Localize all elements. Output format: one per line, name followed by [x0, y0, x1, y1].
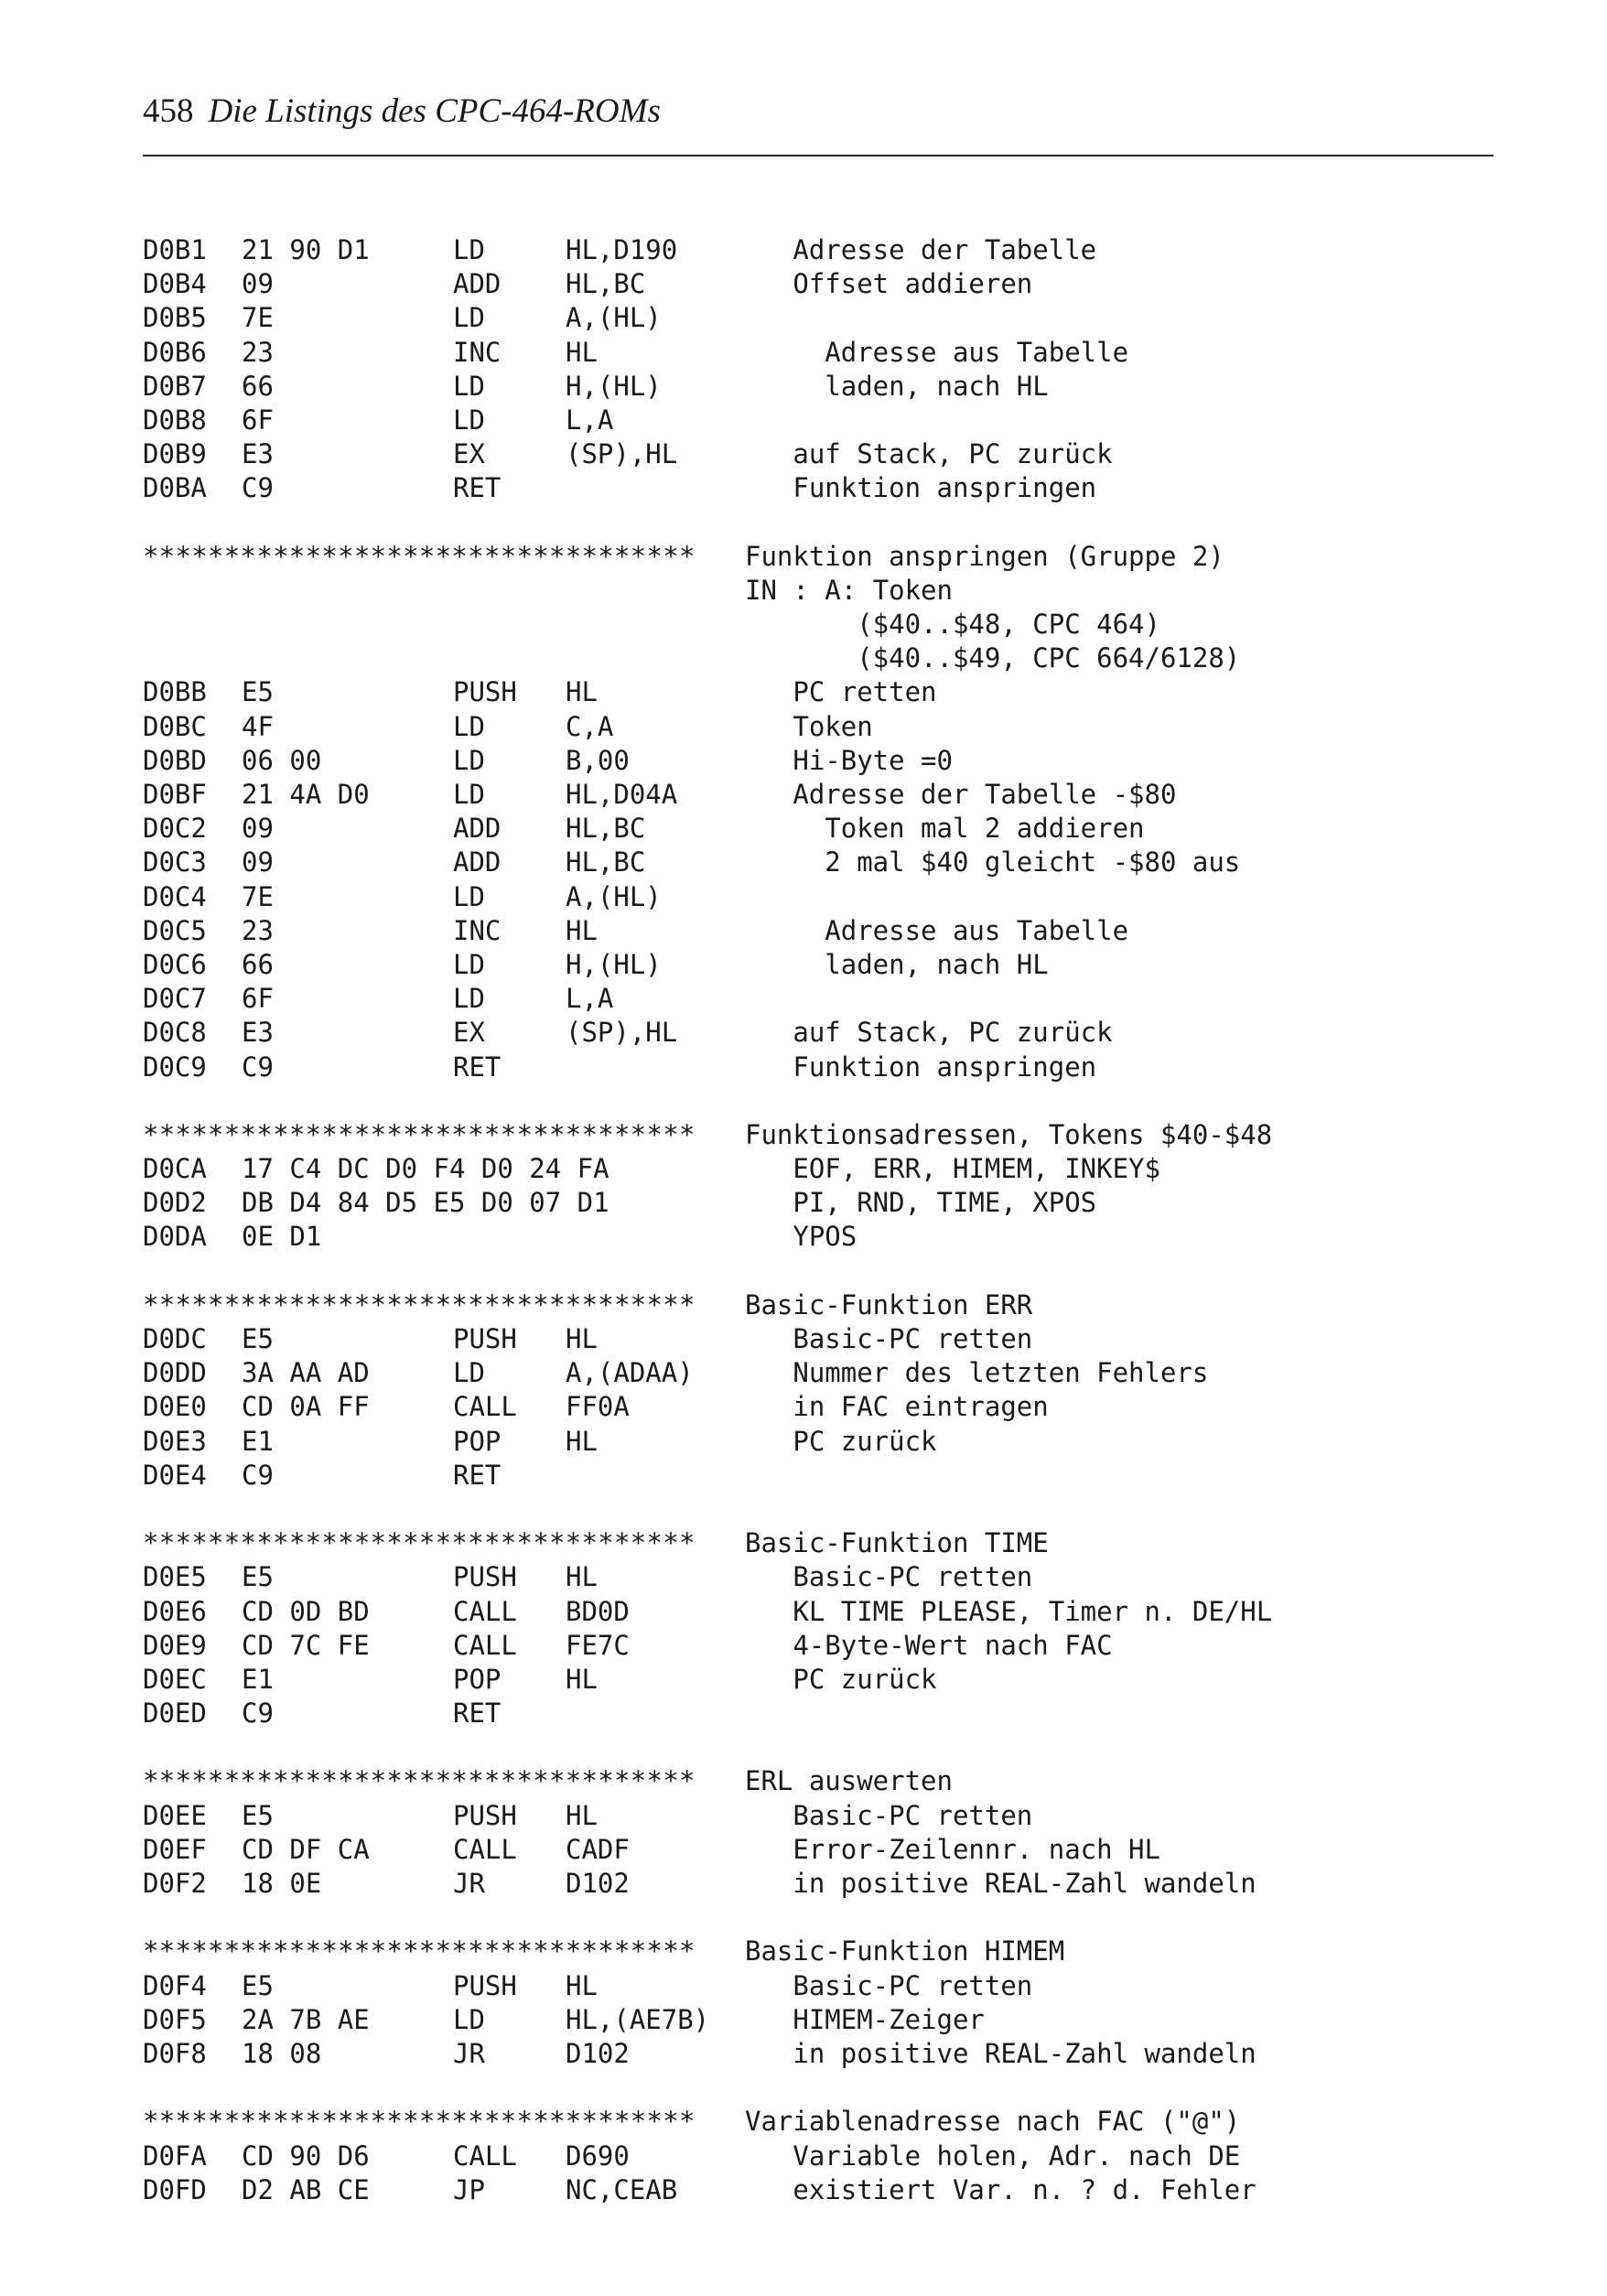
operand: HL,BC: [566, 268, 646, 300]
comment: Variablenadresse nach FAC ("@"): [745, 2106, 1241, 2138]
mnemonic: PUSH: [453, 1561, 517, 1593]
mnemonic: LD: [453, 302, 485, 334]
listing-row: [143, 778, 1494, 812]
operand: HL,BC: [566, 846, 646, 879]
opcode-bytes: C9: [242, 472, 274, 504]
mnemonic: PUSH: [453, 676, 517, 708]
comment: Adresse aus Tabelle: [745, 914, 1129, 946]
comment: Basic-PC retten: [745, 1323, 1033, 1354]
section-header-row: [143, 1764, 1494, 1798]
address: D0FA: [143, 2140, 207, 2172]
address: D0C8: [143, 1017, 207, 1049]
mnemonic: PUSH: [453, 1969, 517, 2001]
separator-stars: **********************************: [143, 1288, 696, 1320]
listing-row: [143, 1322, 1494, 1356]
blank-line: [143, 1901, 1494, 1935]
operand: FE7C: [566, 1629, 630, 1661]
listing-row: [143, 1220, 1494, 1254]
opcode-bytes: CD 0A FF: [242, 1391, 370, 1423]
listing-row: [143, 1697, 1494, 1730]
address: D0F4: [143, 1969, 207, 2001]
listing-row: [143, 1969, 1494, 2003]
listing-row: [143, 948, 1494, 982]
comment: Error-Zeilennr. nach HL: [745, 1833, 1160, 1865]
listing-row: [143, 370, 1494, 404]
mnemonic: LD: [453, 744, 485, 776]
comment: Nummer des letzten Fehlers: [745, 1357, 1209, 1389]
comment: auf Stack, PC zurück: [745, 1017, 1113, 1049]
comment: PC retten: [745, 676, 937, 708]
address: D0E3: [143, 1425, 207, 1457]
opcode-bytes: DB D4 84 D5 E5 D0 07 D1: [242, 1187, 609, 1219]
listing-row: [143, 1051, 1494, 1084]
operand: C,A: [566, 710, 614, 742]
mnemonic: RET: [453, 472, 502, 504]
listing-row: [143, 1663, 1494, 1697]
listing-row: [143, 1152, 1494, 1186]
mnemonic: ADD: [453, 268, 502, 300]
address: D0B5: [143, 302, 207, 334]
operand: A,(HL): [566, 302, 662, 334]
listing-row: [143, 2173, 1494, 2207]
listing-row: [143, 1186, 1494, 1220]
comment: EOF, ERR, HIMEM, INKEY$: [745, 1153, 1160, 1185]
comment: 4-Byte-Wert nach FAC: [745, 1629, 1113, 1661]
opcode-bytes: 09: [242, 813, 274, 845]
comment: laden, nach HL: [745, 370, 1049, 402]
comment: Adresse der Tabelle -$80: [745, 779, 1177, 810]
header-rule: [143, 155, 1494, 156]
listing-row: [143, 982, 1494, 1016]
address: D0DC: [143, 1323, 207, 1354]
address: D0DA: [143, 1221, 207, 1253]
page-title: Die Listings des CPC-464-ROMs: [208, 92, 661, 130]
mnemonic: RET: [453, 1051, 502, 1083]
listing-row: [143, 1560, 1494, 1594]
comment: Hi-Byte =0: [745, 744, 953, 776]
operand: NC,CEAB: [566, 2173, 678, 2205]
operand: B,00: [566, 744, 630, 776]
address: D0B7: [143, 370, 207, 402]
listing-row: [143, 675, 1494, 709]
opcode-bytes: E5: [242, 676, 274, 708]
operand: (SP),HL: [566, 1017, 678, 1049]
mnemonic: JP: [453, 2173, 485, 2205]
mnemonic: JR: [453, 1868, 485, 1899]
address: D0E9: [143, 1629, 207, 1661]
opcode-bytes: 3A AA AD: [242, 1357, 370, 1389]
mnemonic: LD: [453, 370, 485, 402]
opcode-bytes: 0E D1: [242, 1221, 322, 1253]
address: D0EC: [143, 1663, 207, 1695]
listing-row: [143, 710, 1494, 744]
opcode-bytes: E5: [242, 1799, 274, 1831]
separator-stars: **********************************: [143, 2106, 696, 2138]
section-header-row: [143, 2105, 1494, 2139]
address: D0FD: [143, 2173, 207, 2205]
mnemonic: LD: [453, 779, 485, 810]
operand: HL: [566, 914, 598, 946]
mnemonic: LD: [453, 948, 485, 980]
comment: HIMEM-Zeiger: [745, 2003, 985, 2035]
opcode-bytes: E1: [242, 1663, 274, 1695]
listing-row: [143, 1595, 1494, 1629]
address: D0EF: [143, 1833, 207, 1865]
listing-row: [143, 336, 1494, 370]
comment: ($40..$49, CPC 664/6128): [745, 642, 1241, 674]
comment: Basic-Funktion ERR: [745, 1288, 1033, 1320]
opcode-bytes: CD DF CA: [242, 1833, 370, 1865]
listing-row: [143, 2037, 1494, 2071]
comment: IN : A: Token: [745, 574, 953, 606]
opcode-bytes: 6F: [242, 983, 274, 1015]
address: D0F5: [143, 2003, 207, 2035]
mnemonic: LD: [453, 2003, 485, 2035]
address: D0ED: [143, 1698, 207, 1730]
blank-line: [143, 1255, 1494, 1288]
comment: Funktionsadressen, Tokens $40-$48: [745, 1118, 1273, 1150]
blank-line: [143, 506, 1494, 540]
mnemonic: EX: [453, 438, 485, 470]
address: D0F8: [143, 2037, 207, 2069]
opcode-bytes: C9: [242, 1698, 274, 1730]
operand: HL: [566, 1561, 598, 1593]
opcode-bytes: 09: [242, 268, 274, 300]
opcode-bytes: 7E: [242, 880, 274, 912]
operand: BD0D: [566, 1595, 630, 1627]
comment: ($40..$48, CPC 464): [745, 609, 1160, 641]
opcode-bytes: 21 90 D1: [242, 234, 370, 265]
listing-row: [143, 641, 1494, 675]
listing-row: [143, 846, 1494, 879]
mnemonic: LD: [453, 234, 485, 265]
address: D0C7: [143, 983, 207, 1015]
operand: HL,BC: [566, 813, 646, 845]
opcode-bytes: C9: [242, 1459, 274, 1491]
comment: Basic-Funktion HIMEM: [745, 1935, 1065, 1967]
address: D0C2: [143, 813, 207, 845]
comment: PC zurück: [745, 1425, 937, 1457]
opcode-bytes: D2 AB CE: [242, 2173, 370, 2205]
listing-row: [143, 1799, 1494, 1833]
comment: Basic-PC retten: [745, 1799, 1033, 1831]
mnemonic: RET: [453, 1698, 502, 1730]
operand: HL: [566, 1969, 598, 2001]
listing-row: [143, 1390, 1494, 1424]
address: D0EE: [143, 1799, 207, 1831]
comment: Offset addieren: [745, 268, 1033, 300]
mnemonic: JR: [453, 2037, 485, 2069]
operand: HL: [566, 1425, 598, 1457]
comment: Basic-PC retten: [745, 1561, 1033, 1593]
opcode-bytes: 66: [242, 948, 274, 980]
operand: H,(HL): [566, 370, 662, 402]
mnemonic: LD: [453, 983, 485, 1015]
mnemonic: PUSH: [453, 1323, 517, 1354]
mnemonic: PUSH: [453, 1799, 517, 1831]
comment: in positive REAL-Zahl wandeln: [745, 1868, 1256, 1899]
listing-row: [143, 744, 1494, 778]
mnemonic: RET: [453, 1459, 502, 1491]
opcode-bytes: 09: [242, 846, 274, 879]
opcode-bytes: 6F: [242, 404, 274, 436]
operand: A,(ADAA): [566, 1357, 694, 1389]
separator-stars: **********************************: [143, 1765, 696, 1797]
operand: HL: [566, 336, 598, 368]
listing-row: [143, 1629, 1494, 1663]
mnemonic: ADD: [453, 813, 502, 845]
comment: Funktion anspringen: [745, 1051, 1097, 1083]
comment: Token mal 2 addieren: [745, 813, 1145, 845]
mnemonic: CALL: [453, 1833, 517, 1865]
address: D0C3: [143, 846, 207, 879]
operand: (SP),HL: [566, 438, 678, 470]
operand: FF0A: [566, 1391, 630, 1423]
comment: laden, nach HL: [745, 948, 1049, 980]
opcode-bytes: E1: [242, 1425, 274, 1457]
opcode-bytes: 23: [242, 336, 274, 368]
section-header-row: [143, 1118, 1494, 1152]
mnemonic: LD: [453, 880, 485, 912]
address: D0B4: [143, 268, 207, 300]
opcode-bytes: 18 08: [242, 2037, 322, 2069]
opcode-bytes: E5: [242, 1969, 274, 2001]
mnemonic: POP: [453, 1425, 502, 1457]
assembly-listing: [143, 233, 1494, 2207]
listing-row: [143, 608, 1494, 641]
separator-stars: **********************************: [143, 540, 696, 572]
address: D0C9: [143, 1051, 207, 1083]
mnemonic: EX: [453, 1017, 485, 1049]
listing-row: [143, 914, 1494, 948]
comment: auf Stack, PC zurück: [745, 438, 1113, 470]
mnemonic: ADD: [453, 846, 502, 879]
mnemonic: CALL: [453, 1595, 517, 1627]
opcode-bytes: 66: [242, 370, 274, 402]
address: D0CA: [143, 1153, 207, 1185]
operand: HL: [566, 1323, 598, 1354]
blank-line: [143, 2071, 1494, 2105]
address: D0D2: [143, 1187, 207, 1219]
opcode-bytes: 06 00: [242, 744, 322, 776]
operand: HL,(AE7B): [566, 2003, 710, 2035]
blank-line: [143, 1084, 1494, 1118]
opcode-bytes: CD 0D BD: [242, 1595, 370, 1627]
comment: Adresse aus Tabelle: [745, 336, 1129, 368]
address: D0BD: [143, 744, 207, 776]
mnemonic: CALL: [453, 1629, 517, 1661]
listing-row: [143, 1867, 1494, 1901]
listing-row: [143, 1016, 1494, 1050]
listing-row: [143, 1459, 1494, 1493]
opcode-bytes: E5: [242, 1323, 274, 1354]
separator-stars: **********************************: [143, 1935, 696, 1967]
listing-row: [143, 471, 1494, 505]
comment: KL TIME PLEASE, Timer n. DE/HL: [745, 1595, 1273, 1627]
address: D0B6: [143, 336, 207, 368]
section-header-row: [143, 1935, 1494, 1968]
mnemonic: LD: [453, 710, 485, 742]
address: D0E4: [143, 1459, 207, 1491]
listing-row: [143, 880, 1494, 914]
operand: H,(HL): [566, 948, 662, 980]
comment: in positive REAL-Zahl wandeln: [745, 2037, 1256, 2069]
address: D0C6: [143, 948, 207, 980]
comment: Funktion anspringen (Gruppe 2): [745, 540, 1224, 572]
opcode-bytes: 23: [242, 914, 274, 946]
operand: D102: [566, 1868, 630, 1899]
section-header-row: [143, 1288, 1494, 1322]
operand: HL,D04A: [566, 779, 678, 810]
listing-row: [143, 301, 1494, 335]
comment: existiert Var. n. ? d. Fehler: [745, 2173, 1256, 2205]
mnemonic: POP: [453, 1663, 502, 1695]
comment: Variable holen, Adr. nach DE: [745, 2140, 1241, 2172]
address: D0C4: [143, 880, 207, 912]
address: D0E5: [143, 1561, 207, 1593]
opcode-bytes: 21 4A D0: [242, 779, 370, 810]
listing-row: [143, 1425, 1494, 1459]
blank-line: [143, 1730, 1494, 1764]
listing-row: [143, 2003, 1494, 2037]
comment: Adresse der Tabelle: [745, 234, 1097, 265]
mnemonic: INC: [453, 914, 502, 946]
comment: ERL auswerten: [745, 1765, 953, 1797]
opcode-bytes: 4F: [242, 710, 274, 742]
mnemonic: CALL: [453, 2140, 517, 2172]
section-header-row: [143, 540, 1494, 574]
address: D0BF: [143, 779, 207, 810]
address: D0BB: [143, 676, 207, 708]
address: D0BC: [143, 710, 207, 742]
operand: HL,D190: [566, 234, 678, 265]
operand: HL: [566, 1799, 598, 1831]
listing-row: [143, 404, 1494, 437]
comment: PC zurück: [745, 1663, 937, 1695]
separator-stars: **********************************: [143, 1527, 696, 1559]
address: D0BA: [143, 472, 207, 504]
operand: L,A: [566, 404, 614, 436]
comment: in FAC eintragen: [745, 1391, 1049, 1423]
comment: 2 mal $40 gleicht -$80 aus: [745, 846, 1241, 879]
mnemonic: LD: [453, 1357, 485, 1389]
section-header-row: [143, 1526, 1494, 1560]
operand: L,A: [566, 983, 614, 1015]
listing-row: [143, 1833, 1494, 1867]
page-number: 458: [143, 92, 194, 130]
address: D0F2: [143, 1868, 207, 1899]
operand: HL: [566, 1663, 598, 1695]
address: D0E6: [143, 1595, 207, 1627]
address: D0B1: [143, 234, 207, 265]
mnemonic: LD: [453, 404, 485, 436]
opcode-bytes: CD 90 D6: [242, 2140, 370, 2172]
comment: Basic-Funktion TIME: [745, 1527, 1049, 1559]
opcode-bytes: CD 7C FE: [242, 1629, 370, 1661]
opcode-bytes: E5: [242, 1561, 274, 1593]
listing-row: [143, 233, 1494, 267]
opcode-bytes: E3: [242, 438, 274, 470]
comment: YPOS: [745, 1221, 857, 1253]
operand: CADF: [566, 1833, 630, 1865]
address: D0B9: [143, 438, 207, 470]
comment: Token: [745, 710, 873, 742]
opcode-bytes: 7E: [242, 302, 274, 334]
operand: D102: [566, 2037, 630, 2069]
opcode-bytes: 2A 7B AE: [242, 2003, 370, 2035]
operand: A,(HL): [566, 880, 662, 912]
listing-row: [143, 267, 1494, 301]
mnemonic: CALL: [453, 1391, 517, 1423]
blank-line: [143, 1493, 1494, 1526]
listing-row: [143, 812, 1494, 846]
listing-row: [143, 1356, 1494, 1390]
comment: Funktion anspringen: [745, 472, 1097, 504]
address: D0E0: [143, 1391, 207, 1423]
listing-row: [143, 2140, 1494, 2173]
listing-row: [143, 574, 1494, 608]
address: D0B8: [143, 404, 207, 436]
address: D0C5: [143, 914, 207, 946]
comment: PI, RND, TIME, XPOS: [745, 1187, 1097, 1219]
address: D0DD: [143, 1357, 207, 1389]
comment: Basic-PC retten: [745, 1969, 1033, 2001]
opcode-bytes: 17 C4 DC D0 F4 D0 24 FA: [242, 1153, 609, 1185]
opcode-bytes: 18 0E: [242, 1868, 322, 1899]
page-header: [143, 92, 1494, 132]
opcode-bytes: C9: [242, 1051, 274, 1083]
opcode-bytes: E3: [242, 1017, 274, 1049]
mnemonic: INC: [453, 336, 502, 368]
operand: HL: [566, 676, 598, 708]
separator-stars: **********************************: [143, 1118, 696, 1150]
operand: D690: [566, 2140, 630, 2172]
listing-row: [143, 437, 1494, 471]
